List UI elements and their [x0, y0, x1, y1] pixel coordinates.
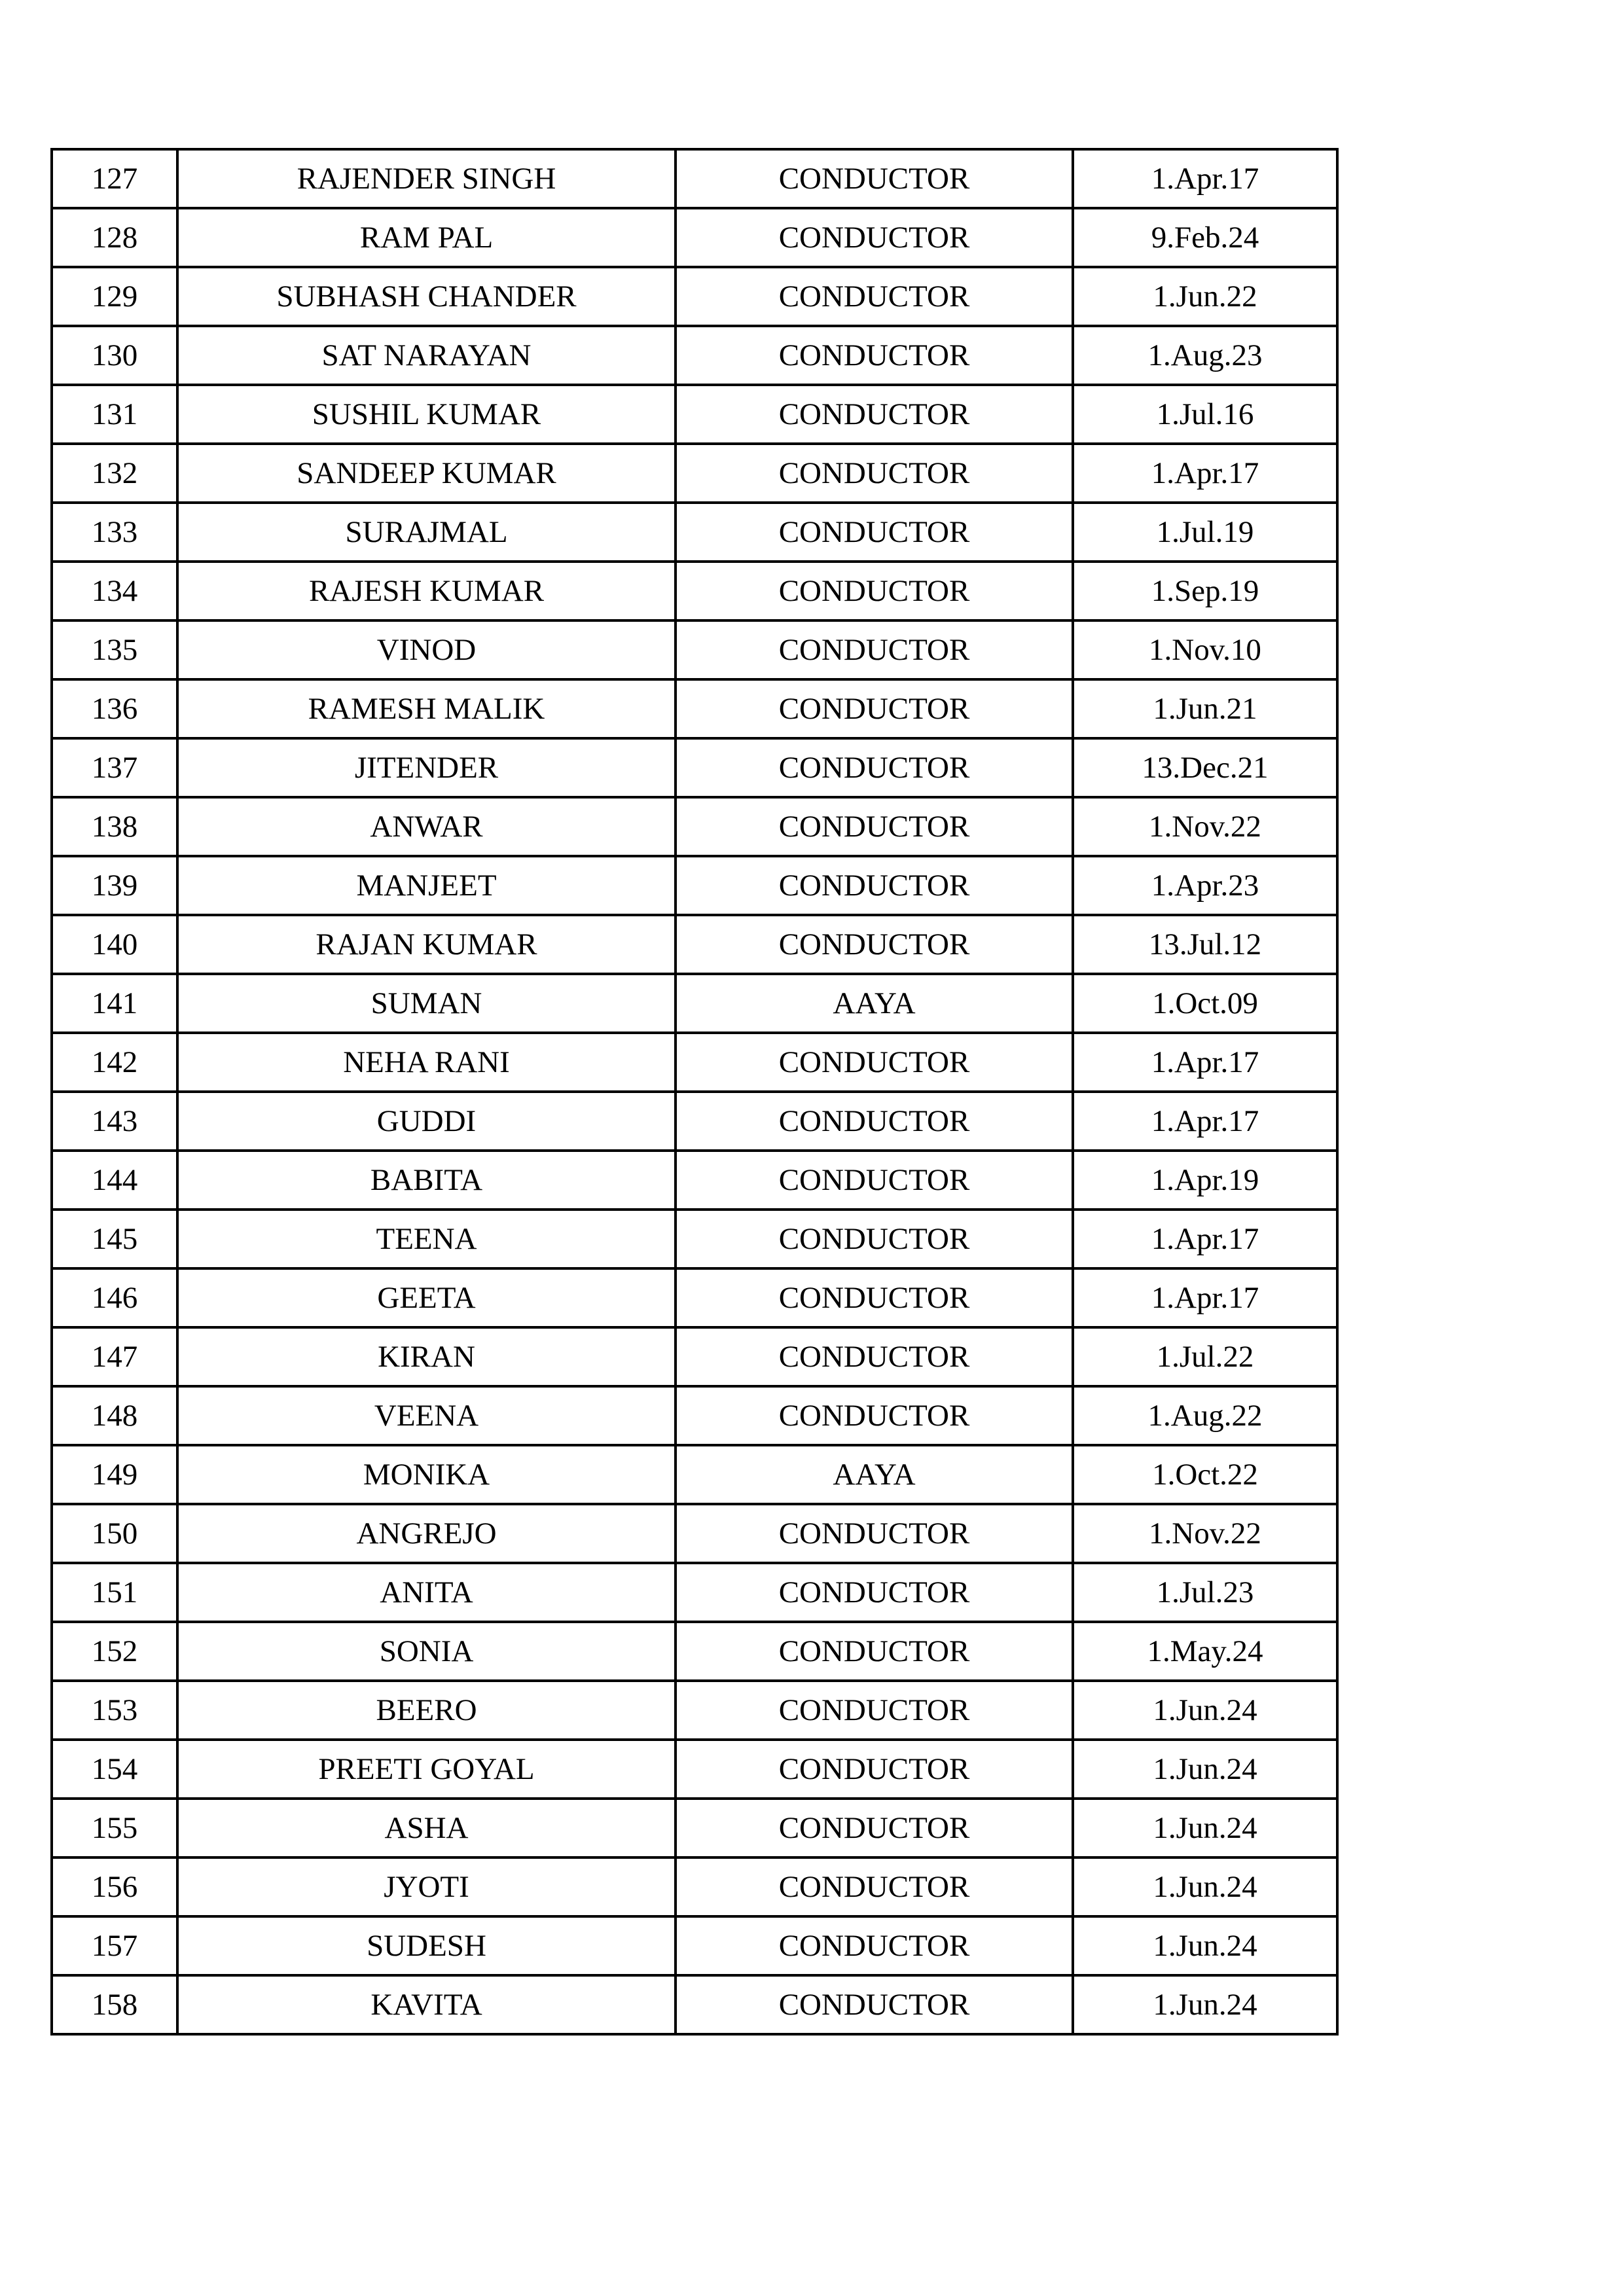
serial-number-cell: 135 [52, 620, 177, 679]
employee-name-cell: RAMESH MALIK [177, 679, 676, 738]
date-cell: 1.Oct.09 [1073, 974, 1337, 1033]
date-cell: 1.Jun.24 [1073, 1740, 1337, 1799]
table-row [52, 1033, 1337, 1092]
designation-cell: CONDUCTOR [676, 562, 1073, 620]
serial-number-cell: 137 [52, 738, 177, 797]
employee-name-cell: SANDEEP KUMAR [177, 444, 676, 503]
designation-cell: CONDUCTOR [676, 1799, 1073, 1857]
table-row [52, 1799, 1337, 1857]
serial-number-cell: 132 [52, 444, 177, 503]
date-cell: 9.Feb.24 [1073, 208, 1337, 267]
designation-cell: CONDUCTOR [676, 1622, 1073, 1681]
staff-table-body [52, 149, 1337, 2034]
employee-name-cell: ANITA [177, 1563, 676, 1622]
employee-name-cell: GEETA [177, 1268, 676, 1327]
date-cell: 1.Nov.22 [1073, 1504, 1337, 1563]
designation-cell: CONDUCTOR [676, 1092, 1073, 1151]
date-cell: 1.Oct.22 [1073, 1445, 1337, 1504]
designation-cell: CONDUCTOR [676, 326, 1073, 385]
serial-number-cell: 153 [52, 1681, 177, 1740]
date-cell: 1.Jun.24 [1073, 1681, 1337, 1740]
designation-cell: CONDUCTOR [676, 1563, 1073, 1622]
serial-number-cell: 156 [52, 1857, 177, 1916]
table-row [52, 562, 1337, 620]
table-row [52, 1092, 1337, 1151]
serial-number-cell: 148 [52, 1386, 177, 1445]
designation-cell: CONDUCTOR [676, 149, 1073, 208]
serial-number-cell: 149 [52, 1445, 177, 1504]
serial-number-cell: 150 [52, 1504, 177, 1563]
serial-number-cell: 155 [52, 1799, 177, 1857]
date-cell: 1.Jun.22 [1073, 267, 1337, 326]
date-cell: 13.Dec.21 [1073, 738, 1337, 797]
designation-cell: CONDUCTOR [676, 1268, 1073, 1327]
employee-name-cell: JITENDER [177, 738, 676, 797]
date-cell: 1.Jul.16 [1073, 385, 1337, 444]
table-row [52, 1975, 1337, 2034]
designation-cell: CONDUCTOR [676, 797, 1073, 856]
date-cell: 1.Jun.24 [1073, 1857, 1337, 1916]
designation-cell: CONDUCTOR [676, 679, 1073, 738]
serial-number-cell: 146 [52, 1268, 177, 1327]
employee-name-cell: NEHA RANI [177, 1033, 676, 1092]
employee-name-cell: SUSHIL KUMAR [177, 385, 676, 444]
designation-cell: CONDUCTOR [676, 385, 1073, 444]
employee-name-cell: SUBHASH CHANDER [177, 267, 676, 326]
employee-name-cell: RAJAN KUMAR [177, 915, 676, 974]
date-cell: 1.Apr.19 [1073, 1151, 1337, 1210]
designation-cell: CONDUCTOR [676, 1975, 1073, 2034]
employee-name-cell: TEENA [177, 1210, 676, 1268]
employee-name-cell: ASHA [177, 1799, 676, 1857]
table-row [52, 267, 1337, 326]
date-cell: 1.Nov.10 [1073, 620, 1337, 679]
table-row [52, 1445, 1337, 1504]
table-row [52, 1210, 1337, 1268]
designation-cell: CONDUCTOR [676, 1327, 1073, 1386]
employee-name-cell: SAT NARAYAN [177, 326, 676, 385]
serial-number-cell: 131 [52, 385, 177, 444]
serial-number-cell: 157 [52, 1916, 177, 1975]
employee-name-cell: PREETI GOYAL [177, 1740, 676, 1799]
employee-name-cell: RAM PAL [177, 208, 676, 267]
designation-cell: CONDUCTOR [676, 856, 1073, 915]
table-row [52, 738, 1337, 797]
employee-name-cell: ANWAR [177, 797, 676, 856]
designation-cell: AAYA [676, 974, 1073, 1033]
table-row [52, 326, 1337, 385]
employee-name-cell: RAJESH KUMAR [177, 562, 676, 620]
date-cell: 1.May.24 [1073, 1622, 1337, 1681]
designation-cell: CONDUCTOR [676, 620, 1073, 679]
designation-cell: AAYA [676, 1445, 1073, 1504]
date-cell: 1.Sep.19 [1073, 562, 1337, 620]
employee-name-cell: KIRAN [177, 1327, 676, 1386]
date-cell: 1.Apr.23 [1073, 856, 1337, 915]
designation-cell: CONDUCTOR [676, 1033, 1073, 1092]
serial-number-cell: 127 [52, 149, 177, 208]
serial-number-cell: 136 [52, 679, 177, 738]
designation-cell: CONDUCTOR [676, 1857, 1073, 1916]
table-row [52, 856, 1337, 915]
table-row [52, 1327, 1337, 1386]
designation-cell: CONDUCTOR [676, 1151, 1073, 1210]
date-cell: 1.Aug.23 [1073, 326, 1337, 385]
table-row [52, 620, 1337, 679]
table-row [52, 915, 1337, 974]
date-cell: 1.Apr.17 [1073, 1268, 1337, 1327]
date-cell: 1.Jun.24 [1073, 1799, 1337, 1857]
designation-cell: CONDUCTOR [676, 208, 1073, 267]
designation-cell: CONDUCTOR [676, 1386, 1073, 1445]
date-cell: 1.Apr.17 [1073, 1092, 1337, 1151]
table-row [52, 1857, 1337, 1916]
serial-number-cell: 144 [52, 1151, 177, 1210]
serial-number-cell: 141 [52, 974, 177, 1033]
table-row [52, 1386, 1337, 1445]
date-cell: 13.Jul.12 [1073, 915, 1337, 974]
date-cell: 1.Aug.22 [1073, 1386, 1337, 1445]
serial-number-cell: 138 [52, 797, 177, 856]
designation-cell: CONDUCTOR [676, 267, 1073, 326]
date-cell: 1.Jun.24 [1073, 1916, 1337, 1975]
table-row [52, 503, 1337, 562]
table-row [52, 1740, 1337, 1799]
employee-name-cell: RAJENDER SINGH [177, 149, 676, 208]
date-cell: 1.Apr.17 [1073, 1210, 1337, 1268]
date-cell: 1.Jun.24 [1073, 1975, 1337, 2034]
employee-name-cell: JYOTI [177, 1857, 676, 1916]
employee-name-cell: VINOD [177, 620, 676, 679]
serial-number-cell: 152 [52, 1622, 177, 1681]
date-cell: 1.Jun.21 [1073, 679, 1337, 738]
serial-number-cell: 140 [52, 915, 177, 974]
serial-number-cell: 158 [52, 1975, 177, 2034]
serial-number-cell: 147 [52, 1327, 177, 1386]
table-row [52, 679, 1337, 738]
employee-name-cell: BEERO [177, 1681, 676, 1740]
serial-number-cell: 130 [52, 326, 177, 385]
designation-cell: CONDUCTOR [676, 503, 1073, 562]
employee-name-cell: KAVITA [177, 1975, 676, 2034]
table-row [52, 1268, 1337, 1327]
employee-name-cell: SUMAN [177, 974, 676, 1033]
designation-cell: CONDUCTOR [676, 1210, 1073, 1268]
date-cell: 1.Nov.22 [1073, 797, 1337, 856]
table-row [52, 149, 1337, 208]
employee-name-cell: MANJEET [177, 856, 676, 915]
date-cell: 1.Apr.17 [1073, 149, 1337, 208]
designation-cell: CONDUCTOR [676, 1681, 1073, 1740]
table-row [52, 444, 1337, 503]
serial-number-cell: 143 [52, 1092, 177, 1151]
serial-number-cell: 142 [52, 1033, 177, 1092]
designation-cell: CONDUCTOR [676, 444, 1073, 503]
table-row [52, 797, 1337, 856]
table-row [52, 974, 1337, 1033]
serial-number-cell: 154 [52, 1740, 177, 1799]
table-row [52, 385, 1337, 444]
employee-name-cell: VEENA [177, 1386, 676, 1445]
employee-name-cell: MONIKA [177, 1445, 676, 1504]
employee-name-cell: SONIA [177, 1622, 676, 1681]
serial-number-cell: 128 [52, 208, 177, 267]
date-cell: 1.Jul.19 [1073, 503, 1337, 562]
employee-name-cell: GUDDI [177, 1092, 676, 1151]
date-cell: 1.Apr.17 [1073, 444, 1337, 503]
employee-name-cell: ANGREJO [177, 1504, 676, 1563]
table-row [52, 1916, 1337, 1975]
date-cell: 1.Jul.23 [1073, 1563, 1337, 1622]
employee-name-cell: SURAJMAL [177, 503, 676, 562]
staff-table [50, 148, 1339, 2036]
date-cell: 1.Jul.22 [1073, 1327, 1337, 1386]
designation-cell: CONDUCTOR [676, 738, 1073, 797]
designation-cell: CONDUCTOR [676, 915, 1073, 974]
serial-number-cell: 134 [52, 562, 177, 620]
employee-name-cell: BABITA [177, 1151, 676, 1210]
table-row [52, 1151, 1337, 1210]
table-row [52, 208, 1337, 267]
designation-cell: CONDUCTOR [676, 1916, 1073, 1975]
serial-number-cell: 139 [52, 856, 177, 915]
designation-cell: CONDUCTOR [676, 1504, 1073, 1563]
serial-number-cell: 133 [52, 503, 177, 562]
table-row [52, 1504, 1337, 1563]
table-row [52, 1681, 1337, 1740]
serial-number-cell: 151 [52, 1563, 177, 1622]
designation-cell: CONDUCTOR [676, 1740, 1073, 1799]
serial-number-cell: 145 [52, 1210, 177, 1268]
employee-name-cell: SUDESH [177, 1916, 676, 1975]
serial-number-cell: 129 [52, 267, 177, 326]
date-cell: 1.Apr.17 [1073, 1033, 1337, 1092]
table-row [52, 1563, 1337, 1622]
table-row [52, 1622, 1337, 1681]
